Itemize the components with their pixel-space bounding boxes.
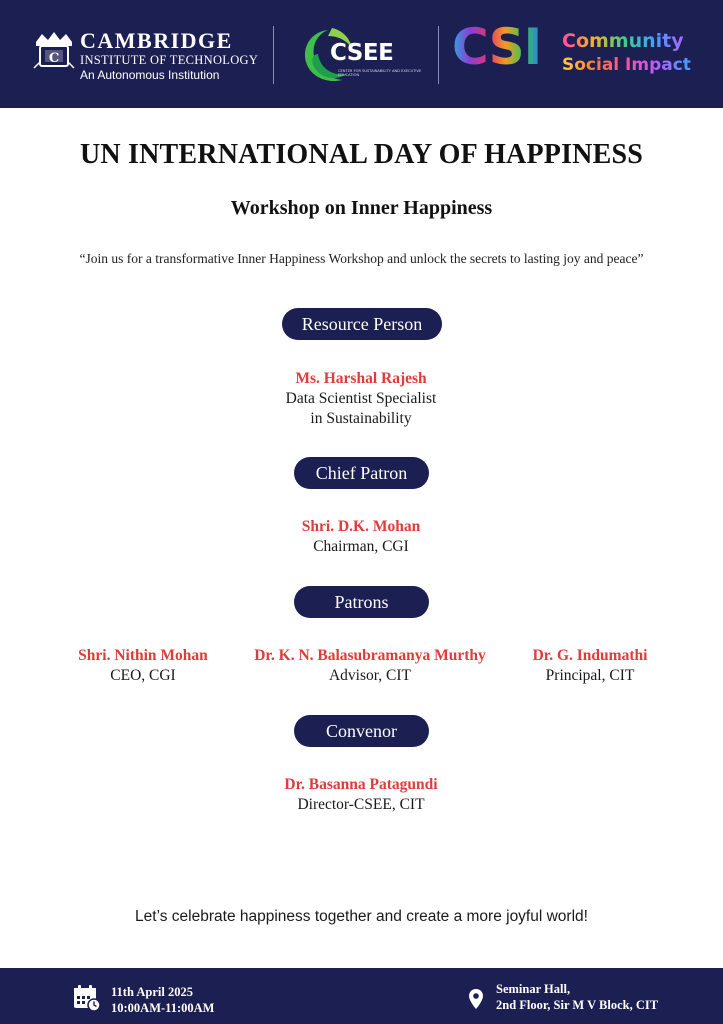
patron-name: Shri. Nithin Mohan [78,647,208,664]
patrons-heading: Patrons [294,586,429,618]
chief-patron-name: Shri. D.K. Mohan [301,518,421,535]
resource-person-role-line1: Data Scientist Specialist [285,390,437,407]
header-divider [438,26,439,84]
resource-person-heading: Resource Person [282,308,442,340]
patron-role: Advisor, CIT [328,667,412,684]
cambridge-subtitle: INSTITUTE OF TECHNOLOGY [80,53,259,67]
cambridge-tagline: An Autonomous Institution [80,68,220,82]
cambridge-crest-icon [32,28,76,70]
patron-name: Dr. G. Indumathi [532,647,648,664]
venue-line1: Seminar Hall, [496,982,571,996]
chief-patron-heading: Chief Patron [294,457,429,489]
resource-person-name: Ms. Harshal Rajesh [295,370,427,387]
patron-block [48,646,238,686]
csee-fullname: CENTER FOR SUSTAINABILITY AND EXECUTIVE EDUCATION [338,69,422,78]
patron-role: CEO, CGI [110,667,176,684]
patron-block [495,646,685,686]
event-subtitle: Workshop on Inner Happiness [230,197,493,219]
cambridge-logo [30,24,260,84]
patron-block [235,646,505,686]
resource-person-role-line2: in Sustainability [310,410,412,427]
resource-person-block [211,369,511,429]
closing-message: Let’s celebrate happiness together and create a more joyful world! [135,908,588,925]
convenor-block [211,775,511,815]
csi-logo [452,18,707,86]
convenor-heading: Convenor [294,715,429,747]
cambridge-name: CAMBRIDGE [80,28,233,53]
convenor-role: Director-CSEE, CIT [297,796,425,813]
patron-role: Principal, CIT [545,667,635,684]
event-quote: “Join us for a transformative Inner Happiness Workshop and unlock the secrets to lasting joy and peace” [79,251,644,266]
venue-line2: 2nd Floor, Sir M V Block, CIT [496,998,659,1012]
header-banner [0,0,723,108]
csi-abbr: CSI [452,18,542,76]
map-pin-icon [468,988,484,1010]
csi-line1: Community [562,30,684,52]
svg-text:C: C [48,51,60,66]
calendar-clock-icon [72,984,102,1012]
csee-name: CSEE [330,40,394,66]
csi-line2: Social Impact [562,55,691,75]
chief-patron-role: Chairman, CGI [313,538,409,555]
patron-name: Dr. K. N. Balasubramanya Murthy [254,647,486,664]
csee-logo [296,22,426,88]
event-datetime [111,984,214,1016]
footer-bar [0,968,723,1024]
event-date: 11th April 2025 [111,985,193,999]
convenor-name: Dr. Basanna Patagundi [284,776,438,793]
event-venue [496,981,658,1013]
event-time: 10:00AM-11:00AM [111,1001,215,1015]
header-divider [273,26,274,84]
chief-patron-block [211,517,511,557]
event-title: UN INTERNATIONAL DAY OF HAPPINESS [79,139,644,170]
